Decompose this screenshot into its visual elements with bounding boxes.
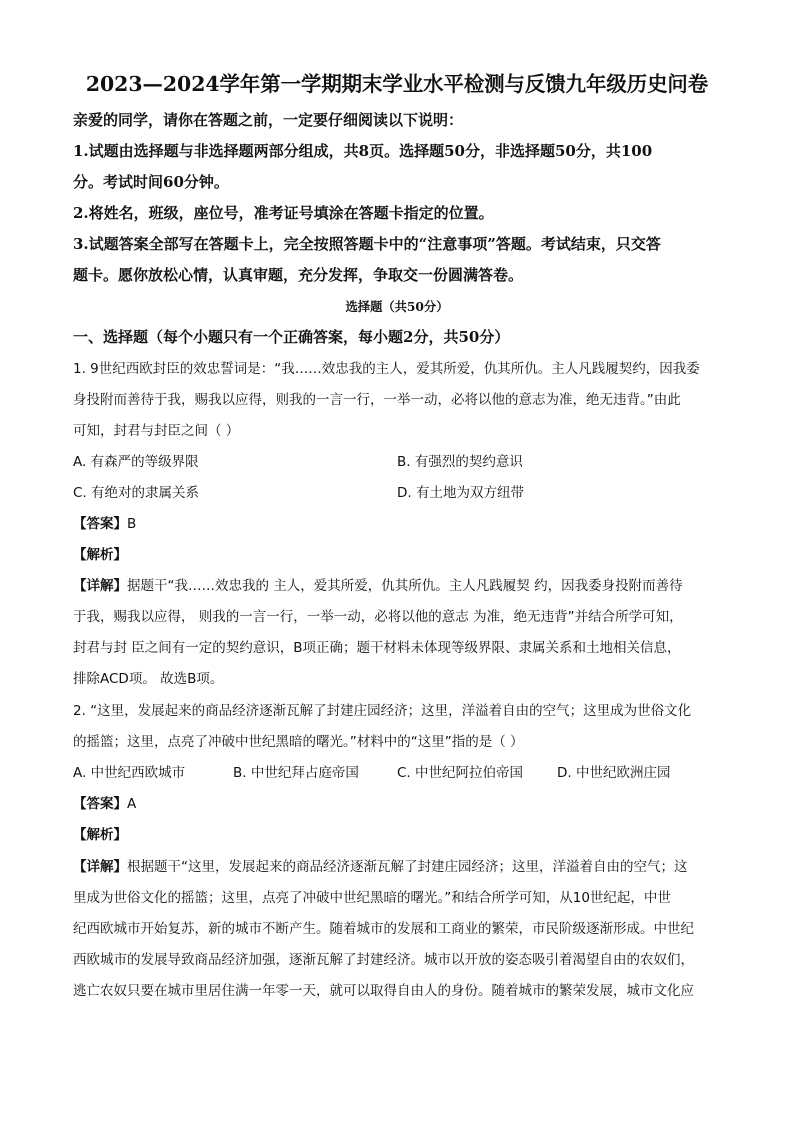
q2-detail-line-5: 逃亡农奴只要在城市里居住满一年零一天，就可以取得自由人的身份。随着城市的繁荣发展，城市文化应 — [73, 983, 694, 999]
section-title: 选择题（共50分） — [345, 299, 449, 314]
q1-answer-value: B — [127, 516, 137, 532]
q1-detail-line-2: 于我，赐我以应得， 则我的一言一行，一举一动，必将以他的意志 为准，绝无违背”并结合所学可知， — [73, 609, 683, 625]
q1-option-a: A. 有森严的等级界限 — [73, 454, 199, 470]
q2-analysis-tag: 【解析】 — [73, 827, 127, 843]
intro-line-2: 分。考试时间60分钟。 — [73, 173, 229, 191]
q1-answer — [73, 514, 136, 534]
q2-option-b: B. 中世纪拜占庭帝国 — [233, 765, 359, 781]
q1-detail-line-4: 排除ACD项。 故选B项。 — [73, 671, 224, 687]
q2-detail-line-2: 里成为世俗文化的摇篮；这里，点亮了冲破中世纪黑暗的曙光。”和结合所学可知，从10世纪起，中世 — [73, 890, 671, 906]
q2-option-c: C. 中世纪阿拉伯帝国 — [397, 765, 524, 781]
q2-answer — [73, 794, 136, 814]
intro-line-5: 题卡。愿你放松心情，认真审题，充分发挥，争取交一份圆满答卷。 — [73, 266, 524, 284]
q1-answer-tag: 【答案】 — [73, 516, 127, 532]
q2-detail-tag: 【详解】 — [73, 859, 127, 875]
page-title: 2023—2024学年第一学期期末学业水平检测与反馈九年级历史问卷 — [85, 72, 709, 96]
q1-line-2: 身投附而善待于我，赐我以应得，则我的一言一行，一举一动，必将以他的意志为准，绝无违背。”由此 — [73, 392, 681, 408]
q1-detail-tag: 【详解】 — [73, 578, 127, 594]
q2-option-a: A. 中世纪西欧城市 — [73, 765, 186, 781]
q2-detail-line-4: 西欧城市的发展导致商品经济加强，逐渐瓦解了封建经济。城市以开放的姿态吸引着渴望自由的农奴们， — [73, 952, 694, 968]
q2-line-2: 的摇篮；这里，点亮了冲破中世纪黑暗的曙光。”材料中的“这里”指的是（ ） — [73, 734, 524, 750]
q1-option-b: B. 有强烈的契约意识 — [397, 454, 523, 470]
intro-greeting: 亲爱的同学，请你在答题之前，一定要仔细阅读以下说明： — [73, 111, 464, 129]
q2-detail-text-1: 根据题干“这里，发展起来的商品经济逐渐瓦解了封建庄园经济；这里，洋溢着自由的空气；这 — [127, 859, 688, 875]
q1-detail-text-1: 据题干“我……效忠我的 主人，爱其所爱，仇其所仇。主人凡践履契 约，因我委身投附而善待 — [127, 578, 683, 594]
intro-line-1: 1.试题由选择题与非选择题两部分组成，共8页。选择题50分，非选择题50分，共100 — [73, 142, 653, 160]
q1-option-d: D. 有土地为双方纽带 — [397, 485, 524, 501]
q1-detail-line-1 — [73, 576, 683, 596]
q1-detail-line-3: 封君与封 臣之间有一定的契约意识，B项正确；题干材料未体现等级界限、隶属关系和土地相关信息， — [73, 640, 681, 656]
q2-answer-value: A — [127, 796, 137, 812]
intro-line-4: 3.试题答案全部写在答题卡上，完全按照答题卡中的“注意事项”答题。考试结束，只交答 — [73, 235, 661, 253]
q2-detail-line-1 — [73, 857, 688, 877]
q2-option-d: D. 中世纪欧洲庄园 — [557, 765, 671, 781]
intro-line-3: 2.将姓名，班级，座位号，准考证号填涂在答题卡指定的位置。 — [73, 204, 494, 222]
q1-analysis-tag: 【解析】 — [73, 547, 127, 563]
q2-line-1: 2. “这里，发展起来的商品经济逐渐瓦解了封建庄园经济；这里，洋溢着自由的空气；这里成为世俗文化 — [73, 703, 692, 719]
q1-option-c: C. 有绝对的隶属关系 — [73, 485, 200, 501]
part-heading: 一、选择题（每个小题只有一个正确答案，每小题2分，共50分） — [73, 328, 510, 346]
q1-line-3: 可知，封君与封臣之间（ ） — [73, 423, 240, 439]
q2-detail-line-3: 纪西欧城市开始复苏，新的城市不断产生。随着城市的发展和工商业的繁荣，市民阶级逐渐形成。中世纪 — [73, 921, 694, 937]
q2-answer-tag: 【答案】 — [73, 796, 127, 812]
q1-line-1: 1. 9世纪西欧封臣的效忠誓词是：“我……效忠我的主人，爱其所爱，仇其所仇。主人凡践履契约，因我委 — [73, 361, 700, 377]
